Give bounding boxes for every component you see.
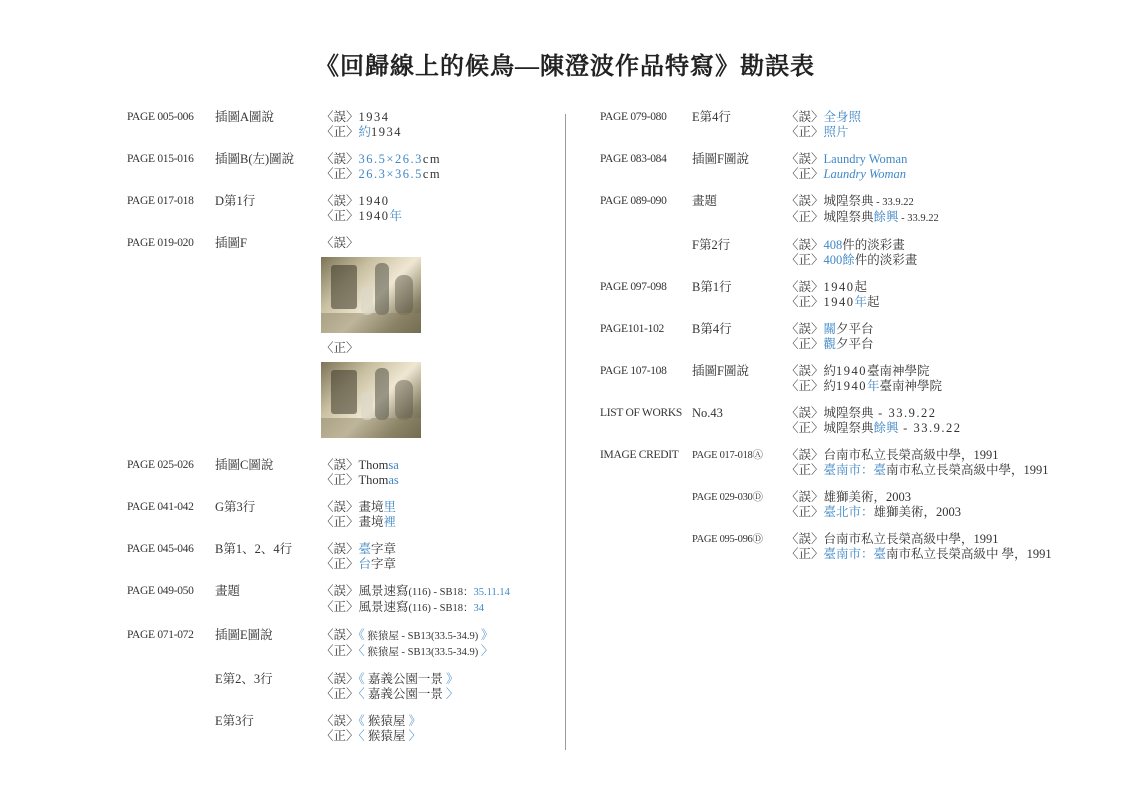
location: 插圖C圖說: [215, 458, 274, 472]
errata-entry: [600, 152, 1070, 182]
correct-line: 〈正〉: [321, 341, 359, 355]
location: E第4行: [692, 110, 731, 124]
errata-entry: [127, 500, 547, 530]
page-ref: LIST OF WORKS: [600, 407, 682, 419]
correct-line: 〈正〉臺北市：雄獅美術，2003: [786, 505, 962, 519]
wrong-line: 〈誤〉約1940臺南神學院: [786, 364, 930, 378]
errata-entry: [600, 238, 1070, 268]
wrong-line: 〈誤〉雄獅美術，2003: [786, 490, 912, 504]
errata-entry: [127, 542, 547, 572]
correct-line: 〈正〉城隍祭典餘興 - 33.9.22: [786, 210, 939, 224]
page-ref: PAGE 079-080: [600, 111, 667, 123]
correct-line: 〈正〉〈 猴猿屋 - SB13(33.5-34.9) 〉: [321, 644, 494, 658]
wrong-line: 〈誤〉台南市私立長榮高級中學，1991: [786, 448, 999, 462]
page-ref: PAGE 015-016: [127, 153, 194, 165]
errata-entry: [600, 406, 1070, 436]
location: F第2行: [692, 238, 731, 252]
errata-entry: [600, 194, 1070, 226]
location: E第3行: [215, 714, 254, 728]
wrong-line: 〈誤〉畫境里: [321, 500, 397, 514]
wrong-line: 〈誤〉台南市私立長榮高級中學，1991: [786, 532, 999, 546]
location: B第1行: [692, 280, 732, 294]
wrong-line: 〈誤〉36.5×26.3cm: [321, 152, 442, 166]
errata-entry: [127, 672, 547, 702]
location: 畫題: [215, 584, 241, 598]
wrong-line: 〈誤〉408件的淡彩畫: [786, 238, 905, 252]
correct-line: 〈正〉觀夕平台: [786, 337, 874, 351]
errata-entry: [127, 584, 547, 616]
wrong-line: 〈誤〉《 猴猿屋 - SB13(33.5-34.9) 》: [321, 628, 494, 642]
location: B第1、2、4行: [215, 542, 293, 556]
sub-page-ref: PAGE 017-018Ⓐ: [692, 450, 763, 461]
errata-entry: [127, 236, 547, 446]
correct-line: 〈正〉台字章: [321, 557, 397, 571]
wrong-line: 〈誤〉臺字章: [321, 542, 397, 556]
errata-column-left: [127, 110, 547, 756]
correct-line: 〈正〉Thomas: [321, 473, 399, 487]
correct-line: 〈正〉1940年: [321, 209, 403, 223]
correct-line: 〈正〉畫境裡: [321, 515, 397, 529]
errata-column-right: [600, 110, 1070, 574]
wrong-line: 〈誤〉Thomsa: [321, 458, 399, 472]
location: D第1行: [215, 194, 256, 208]
page-ref: PAGE 097-098: [600, 281, 667, 293]
wrong-line: 〈誤〉全身照: [786, 110, 862, 124]
location: B第4行: [692, 322, 732, 336]
errata-entry: [127, 110, 547, 140]
location: 插圖E圖說: [215, 628, 273, 642]
wrong-line: 〈誤〉1934: [321, 110, 390, 124]
page-ref: PAGE101-102: [600, 323, 665, 335]
errata-entry: [600, 490, 1070, 520]
errata-entry: [127, 152, 547, 182]
correct-line: 〈正〉Laundry Woman: [786, 167, 907, 181]
correct-line: 〈正〉約1940年臺南神學院: [786, 379, 943, 393]
sub-page-ref: PAGE 095-096Ⓓ: [692, 534, 763, 545]
wrong-photo: [321, 257, 421, 333]
page-ref: PAGE 005-006: [127, 111, 194, 123]
wrong-line: 〈誤〉關夕平台: [786, 322, 874, 336]
errata-entry: [600, 364, 1070, 394]
location: E第2、3行: [215, 672, 273, 686]
wrong-line: 〈誤〉: [321, 236, 359, 250]
location: No.43: [692, 406, 723, 420]
correct-line: 〈正〉〈 嘉義公園一景 〉: [321, 687, 459, 701]
correct-line: 〈正〉照片: [786, 125, 849, 139]
correct-line: 〈正〉臺南市：臺南市私立長榮高級中 學，1991: [786, 547, 1052, 561]
errata-entry: [600, 280, 1070, 310]
location: 插圖B(左)圖說: [215, 152, 295, 166]
correct-line: 〈正〉臺南市：臺南市私立長榮高級中學，1991: [786, 463, 1049, 477]
location: G第3行: [215, 500, 256, 514]
page-ref: PAGE 083-084: [600, 153, 667, 165]
wrong-line: 〈誤〉1940起: [786, 280, 868, 294]
correct-line: 〈正〉400餘件的淡彩畫: [786, 253, 918, 267]
page-ref: PAGE 045-046: [127, 543, 194, 555]
page-ref: PAGE 049-050: [127, 585, 194, 597]
errata-entry: [127, 628, 547, 660]
errata-entry: [600, 322, 1070, 352]
correct-line: 〈正〉26.3×36.5cm: [321, 167, 442, 181]
location: 插圖F: [215, 236, 247, 250]
sub-page-ref: PAGE 029-030Ⓓ: [692, 492, 763, 503]
errata-entry: [600, 110, 1070, 140]
correct-line: 〈正〉〈 猴猿屋 〉: [321, 729, 422, 743]
errata-entry: [600, 532, 1070, 562]
wrong-line: 〈誤〉城隍祭典 - 33.9.22: [786, 194, 914, 208]
location: 插圖F圖說: [692, 152, 749, 166]
correct-line: 〈正〉約1934: [321, 125, 403, 139]
page-ref: PAGE 017-018: [127, 195, 194, 207]
errata-entry: [127, 714, 547, 744]
wrong-line: 〈誤〉1940: [321, 194, 390, 208]
correct-line: 〈正〉城隍祭典餘興 - 33.9.22: [786, 421, 962, 435]
errata-entry: [127, 194, 547, 224]
wrong-line: 〈誤〉《 嘉義公園一景 》: [321, 672, 459, 686]
wrong-line: 〈誤〉城隍祭典 - 33.9.22: [786, 406, 937, 420]
wrong-line: 〈誤〉Laundry Woman: [786, 152, 908, 166]
wrong-line: 〈誤〉《 猴猿屋 》: [321, 714, 422, 728]
wrong-line: 〈誤〉風景速寫(116) - SB18：35.11.14: [321, 584, 510, 598]
page-ref: IMAGE CREDIT: [600, 449, 679, 461]
errata-entry: [600, 448, 1070, 478]
errata-entry: [127, 458, 547, 488]
page-title: 《回歸線上的候鳥—陳澄波作品特寫》勘誤表: [315, 54, 815, 80]
page-ref: PAGE 071-072: [127, 629, 194, 641]
page-ref: PAGE 025-026: [127, 459, 194, 471]
page-ref: PAGE 089-090: [600, 195, 667, 207]
correct-line: 〈正〉風景速寫(116) - SB18：34: [321, 600, 484, 614]
page-ref: PAGE 041-042: [127, 501, 194, 513]
correct-photo: [321, 362, 421, 438]
location: 插圖A圖說: [215, 110, 275, 124]
column-divider: [565, 114, 566, 750]
location: 插圖F圖說: [692, 364, 749, 378]
correct-line: 〈正〉1940年起: [786, 295, 880, 309]
location: 畫題: [692, 194, 718, 208]
page-ref: PAGE 107-108: [600, 365, 667, 377]
page-ref: PAGE 019-020: [127, 237, 194, 249]
